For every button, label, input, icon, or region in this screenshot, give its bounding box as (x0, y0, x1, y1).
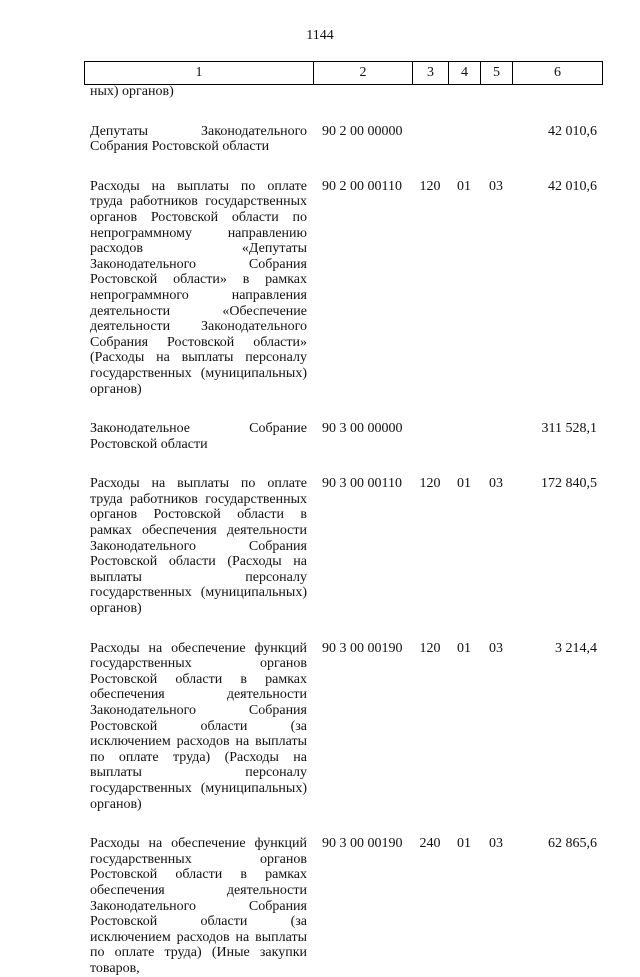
header-col-6: 6 (513, 62, 603, 85)
row-name: Расходы на обеспечение функций государственных органов Ростовской области в рамках обеспечения деятельности Законодательного Собрания Ростовской области (за исключением расходов на выплаты по оплате труда) (Иные закупки товаров, (90, 836, 307, 976)
row-rz (448, 100, 480, 155)
row-vr (412, 100, 448, 155)
row-code: 90 3 00 00110 (322, 476, 402, 492)
table-row (84, 155, 602, 397)
row-pr (480, 397, 512, 452)
page-number: 1144 (306, 28, 334, 43)
row-pr: 03 (489, 836, 503, 852)
table-row (84, 617, 602, 813)
table-row (84, 452, 602, 616)
table-row (84, 812, 602, 976)
row-name: Законодательное Собрание Ростовской области (90, 421, 307, 452)
row-rz (448, 397, 480, 452)
row-code: 90 3 00 00190 (322, 640, 403, 656)
row-rz: 01 (457, 178, 471, 194)
row-vr (412, 397, 448, 452)
row-pr: 03 (489, 476, 503, 492)
row-code: 90 3 00 00190 (322, 836, 403, 852)
row-rz: 01 (457, 640, 471, 656)
continuation-row (84, 84, 602, 100)
row-rz: 01 (457, 476, 471, 492)
row-name: Расходы на обеспечение функций государственных органов Ростовской области в рамках обеспечения деятельности Законодательного Собрания Ростовской области (за исключением расходов на выплаты по оплате труда) (Расходы на выплаты персоналу государственных (муниципальных) органов) (90, 640, 307, 812)
table-row (84, 397, 602, 452)
row-sum: 172 840,5 (541, 476, 597, 492)
row-vr: 120 (419, 178, 441, 194)
table-row (84, 100, 602, 155)
header-row (85, 62, 603, 85)
row-sum: 62 865,6 (548, 836, 597, 852)
row-vr: 240 (419, 836, 441, 852)
row-code: 90 3 00 00000 (322, 421, 403, 437)
header-col-3: 3 (413, 62, 449, 85)
row-sum: 311 528,1 (541, 421, 597, 437)
row-name: Расходы на выплаты по оплате труда работников государственных органов Ростовской области в рамках обеспечения деятельности Законодательного Собрания Ростовской области (Расходы на выплаты персоналу государственных (муниципальных) органов) (90, 476, 307, 617)
row-name: Расходы на выплаты по оплате труда работников государственных органов Ростовской области по непрограммному направлению расходов «Депутаты Законодательного Собрания Ростовской области» в рамках непрограммного направления деятельности «Обеспечение деятельности Законодательного Собрания Ростовской области» (Расходы на выплаты персоналу государственных (муниципальных) органов) (90, 178, 307, 397)
row-sum: 42 010,6 (548, 123, 597, 139)
header-col-5: 5 (481, 62, 513, 85)
row-vr: 120 (419, 640, 441, 656)
row-code: 90 2 00 00000 (322, 123, 403, 139)
table-header (84, 61, 603, 85)
row-vr: 120 (419, 476, 441, 492)
row-name: Депутаты Законодательного Собрания Ростовской области (90, 123, 307, 155)
row-sum: 3 214,4 (555, 640, 597, 656)
row-sum: 42 010,6 (548, 178, 597, 194)
row-pr (480, 100, 512, 155)
header-col-2: 2 (314, 62, 413, 85)
header-col-4: 4 (449, 62, 481, 85)
header-col-1: 1 (85, 62, 314, 85)
row-code: 90 2 00 00110 (322, 178, 402, 194)
row-rz: 01 (457, 836, 471, 852)
row-pr: 03 (489, 640, 503, 656)
continuation-text: ных) органов) (90, 84, 174, 99)
row-pr: 03 (489, 178, 503, 194)
budget-table (84, 84, 602, 977)
